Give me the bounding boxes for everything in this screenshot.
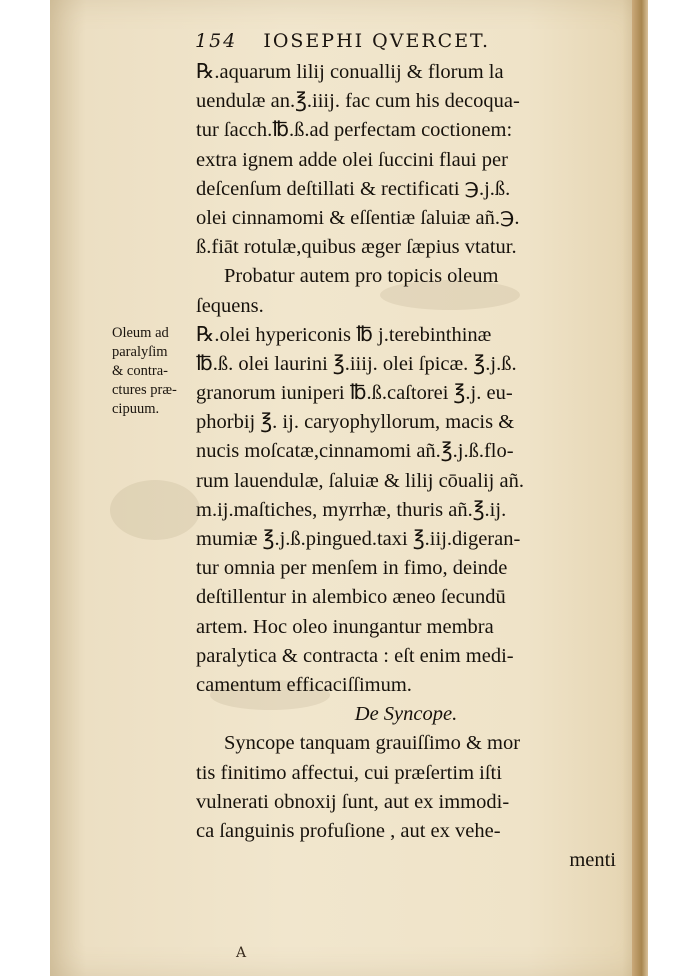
section-heading: De Syncope. bbox=[354, 703, 458, 726]
text-line: extra ignem adde olei ſuccini flaui per bbox=[196, 148, 508, 171]
text-line: tis finitimo affectui, cui præſertim iſti bbox=[196, 761, 502, 784]
text-line: deſcenſum deſtillati & rectificati ℈.j.ß. bbox=[196, 177, 511, 200]
text-line: Probatur autem pro topicis oleum bbox=[224, 265, 499, 288]
margin-note bbox=[112, 324, 196, 419]
book-spine-edge bbox=[632, 0, 648, 976]
text-line: uendulæ an.℥.iiij. fac cum his decoqua- bbox=[196, 90, 520, 113]
text-line: m.ij.maſtiches, myrrhæ, thuris añ.℥.ij. bbox=[196, 498, 507, 521]
text-line: artem. Hoc oleo inungantur membra bbox=[196, 615, 494, 638]
text-line: ℔.ß. olei laurini ℥.iiij. olei ſpicæ. ℥.j.ß. bbox=[196, 352, 517, 375]
signature-mark: A bbox=[236, 945, 247, 961]
body-text bbox=[196, 58, 616, 875]
text-line: paralytica & contracta : eſt enim medi- bbox=[196, 644, 514, 667]
text-line: ß.fiāt rotulæ,quibus æger ſæpius vtatur. bbox=[196, 236, 517, 259]
running-header bbox=[195, 30, 615, 56]
text-line: nucis moſcatæ,cinnamomi añ.℥.j.ß.flo- bbox=[196, 440, 514, 463]
margin-note-line: Oleum ad bbox=[112, 325, 169, 341]
page-stain bbox=[110, 480, 200, 540]
text-line: ſequens. bbox=[196, 294, 264, 317]
text-line: olei cinnamomi & eſſentiæ ſaluiæ añ.℈. bbox=[196, 206, 520, 229]
text-line: deſtillentur in alembico æneo ſecundū bbox=[196, 586, 506, 609]
margin-note-line: paralyſim bbox=[112, 344, 168, 360]
text-line: vulnerati obnoxij ſunt, aut ex immodi- bbox=[196, 790, 510, 813]
page-number: 154 bbox=[195, 30, 238, 52]
text-line: tur ſacch.℔.ß.ad perfectam coctionem: bbox=[196, 119, 513, 142]
text-line: rum lauendulæ, ſaluiæ & lilij cōualij añ. bbox=[196, 469, 524, 492]
text-line: phorbij ℥. ij. caryophyllorum, macis & bbox=[196, 411, 515, 434]
text-line: tur omnia per menſem in fimo, deinde bbox=[196, 557, 508, 580]
text-line: Syncope tanquam grauiſſimo & mor bbox=[224, 732, 521, 755]
text-line: ℞.aquarum lilij conuallij & florum la bbox=[196, 61, 504, 83]
running-title: IOSEPHI QVERCET. bbox=[263, 30, 490, 52]
text-line: ℞.olei hypericonis ℔ j.terebinthinæ bbox=[196, 323, 492, 346]
margin-note-line: cipuum. bbox=[112, 401, 160, 417]
text-line: ca ſanguinis profuſione , aut ex vehe- bbox=[196, 819, 501, 842]
text-line: mumiæ ℥.j.ß.pingued.taxi ℥.iij.digeran- bbox=[196, 528, 521, 550]
text-line: camentum efficaciſſimum. bbox=[196, 673, 412, 696]
margin-note-line: & contra- bbox=[112, 363, 168, 379]
margin-note-line: ctures præ- bbox=[112, 382, 177, 398]
text-line: granorum iuniperi ℔.ß.caſtorei ℥.j. eu- bbox=[196, 382, 513, 405]
text-line: menti bbox=[569, 849, 616, 872]
